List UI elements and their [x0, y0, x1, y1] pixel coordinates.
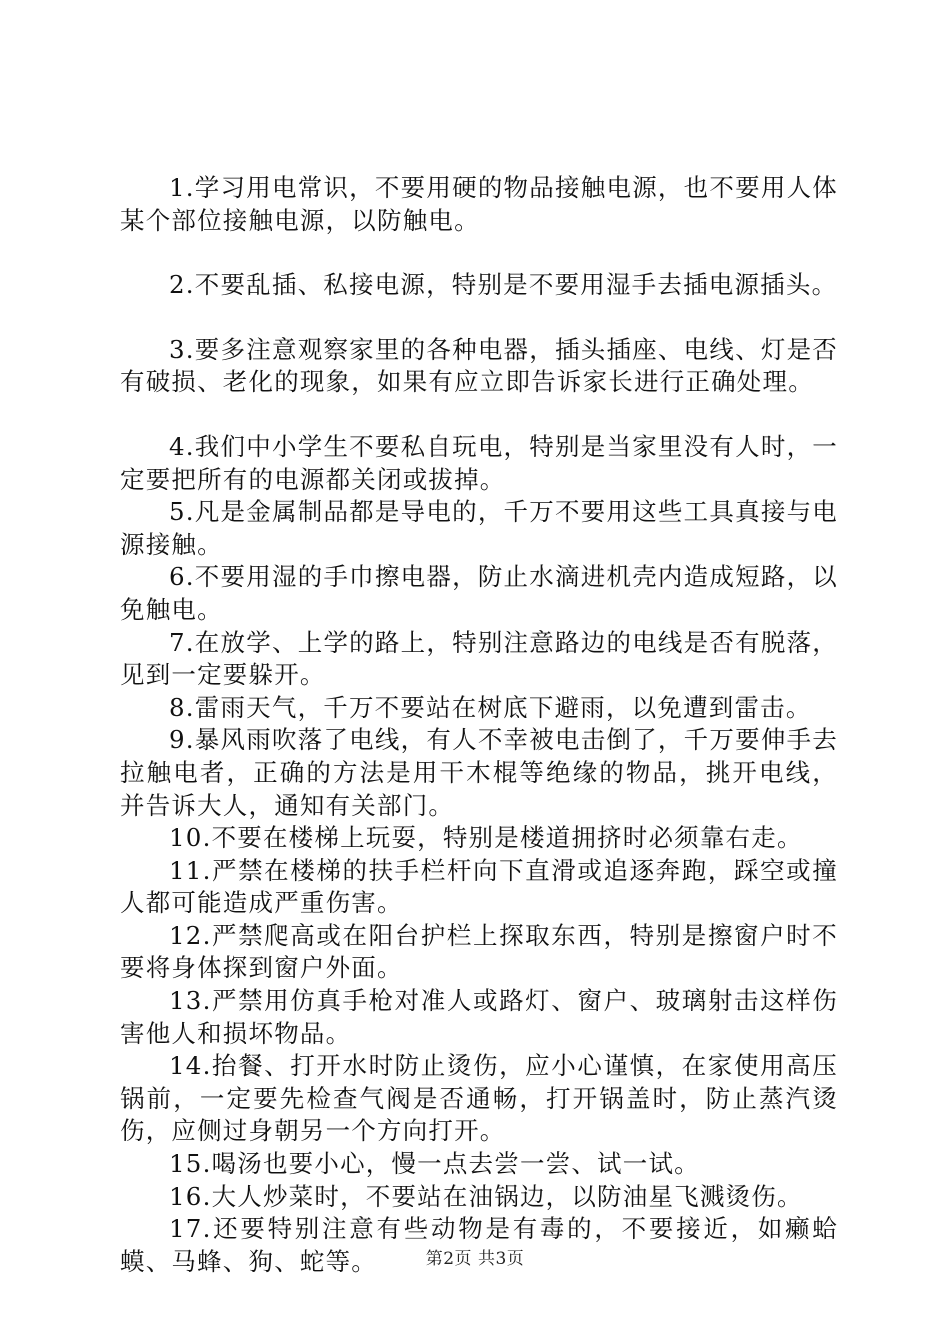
paragraph-5: 5.凡是金属制品都是导电的，千万不要用这些工具真接与电源接触。 — [120, 497, 838, 559]
paragraph-4: 4.我们中小学生不要私自玩电，特别是当家里没有人时，一定要把所有的电源都关闭或拔掉。 — [120, 431, 838, 494]
paragraph-7: 7.在放学、上学的路上，特别注意路边的电线是否有脱落，见到一定要躲开。 — [120, 627, 838, 690]
paragraph-16: 16.大人炒菜时，不要站在油锅边，以防油星飞溅烫伤。 — [169, 1181, 803, 1211]
paragraph-10: 10.不要在楼梯上玩耍，特别是楼道拥挤时必须靠右走。 — [169, 823, 803, 853]
paragraph-6: 6.不要用湿的手巾擦电器，防止水滴进机壳内造成短路，以免触电。 — [120, 562, 838, 624]
paragraph-1: 1.学习用电常识，不要用硬的物品接触电源，也不要用人体某个部位接触电源，以防触电。 — [120, 173, 838, 235]
paragraph-14: 14.抬餐、打开水时防止烫伤，应小心谨慎，在家使用高压锅前，一定要先检查气阀是否通畅，打开锅盖时，防止蒸汽烫伤，应侧过身朝另一个方向打开。 — [120, 1051, 838, 1146]
paragraph-11: 11.严禁在楼梯的扶手栏杆向下直滑或追逐奔跑，踩空或撞人都可能造成严重伤害。 — [120, 855, 838, 918]
paragraph-2: 2.不要乱插、私接电源，特别是不要用湿手去插电源插头。 — [169, 270, 838, 300]
paragraph-12: 12.严禁爬高或在阳台护栏上探取东西，特别是擦窗户时不要将身体探到窗户外面。 — [120, 920, 838, 983]
paragraph-13: 13.严禁用仿真手枪对准人或路灯、窗户、玻璃射击这样伤害他人和损坏物品。 — [120, 986, 838, 1048]
page-footer: 第2页 共3页 — [425, 1249, 525, 1269]
document-body — [120, 172, 838, 1278]
paragraph-15: 15.喝汤也要小心，慢一点去尝一尝、试一试。 — [169, 1149, 700, 1179]
paragraph-8: 8.雷雨天气，千万不要站在树底下避雨，以免遭到雷击。 — [169, 692, 812, 722]
paragraph-3: 3.要多注意观察家里的各种电器，插头插座、电线、灯是否有破损、老化的现象，如果有应立即告诉家长进行正确处理。 — [120, 334, 838, 397]
paragraph-9: 9.暴风雨吹落了电线，有人不幸被电击倒了，千万要伸手去拉触电者，正确的方法是用干木棍等绝缘的物品，挑开电线，并告诉大人，通知有关部门。 — [120, 725, 838, 820]
paragraph-17: 17.还要特别注意有些动物是有毒的，不要接近，如癞蛤蟆、马蜂、狗、蛇等。 — [120, 1214, 838, 1276]
